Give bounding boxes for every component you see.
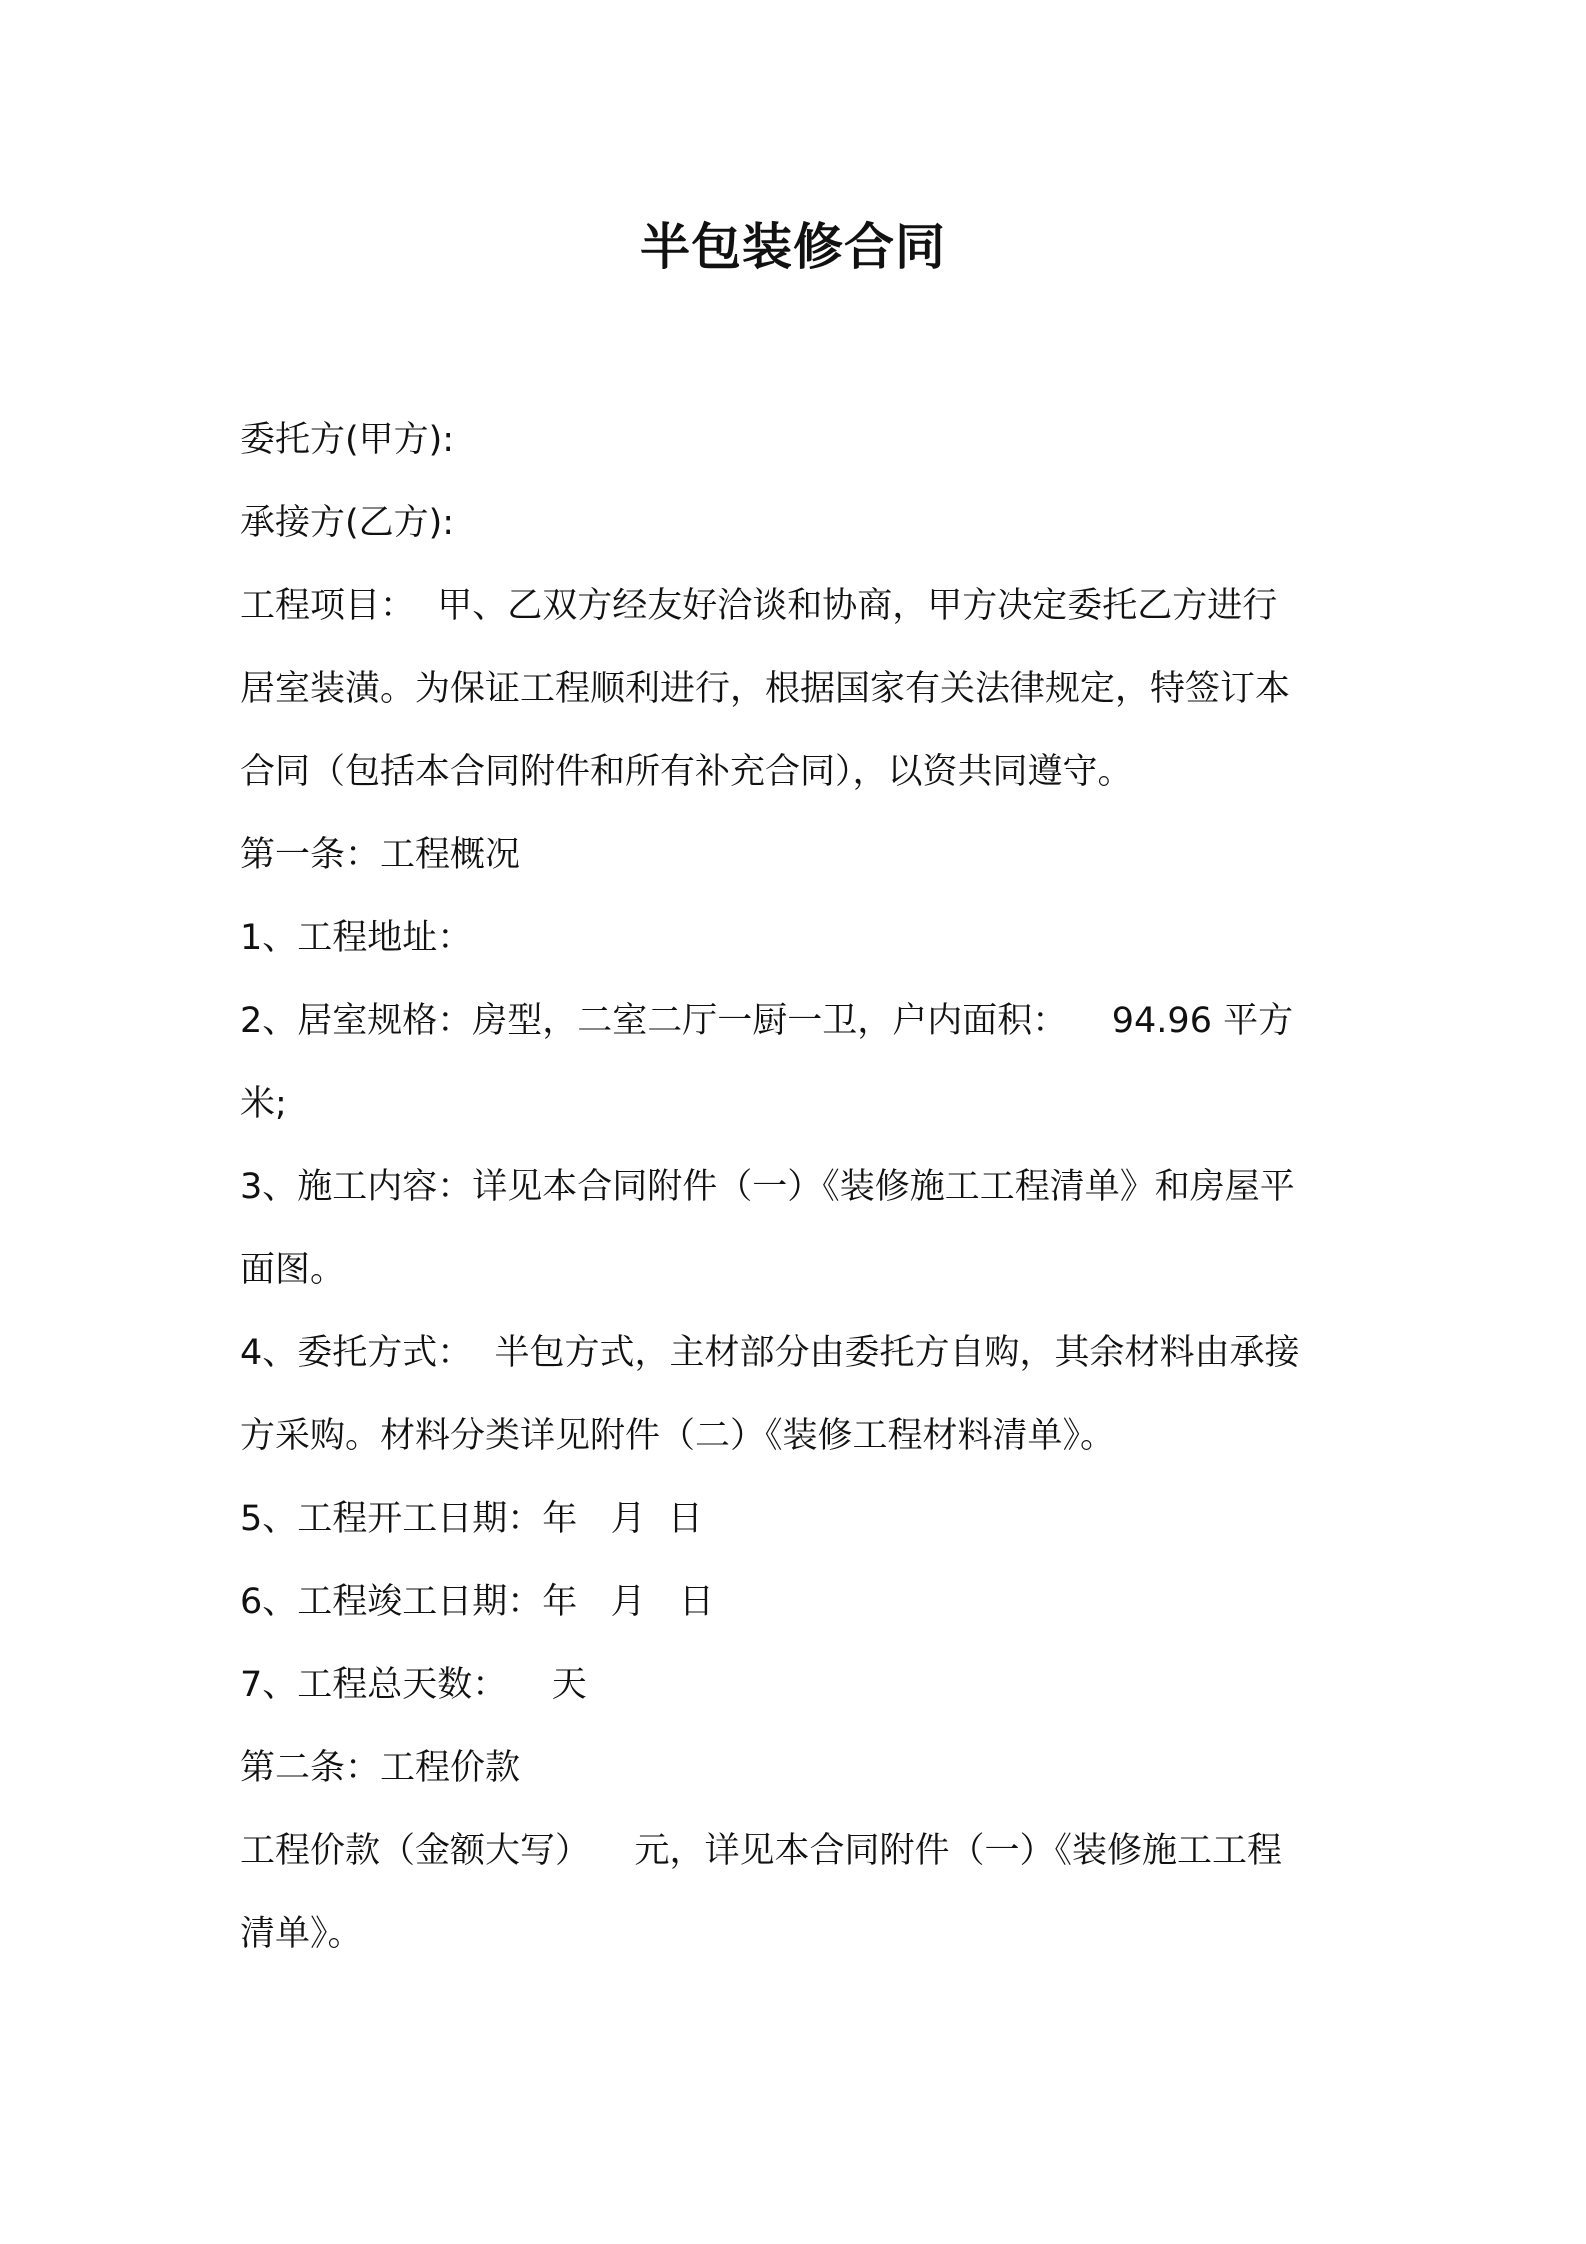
clause-line: 方采购。材料分类详见附件（二）《装修工程材料清单》。 [240,1416,1116,1456]
clause-line: 3、施工内容：详见本合同附件（一）《装修施工工程清单》和房屋平 [240,1167,1295,1207]
clause-line: 米; [240,1084,287,1124]
clause-line: 6、工程竣工日期：年 月 日 [240,1582,715,1622]
clause-line: 4、委托方式： 半包方式，主材部分由委托方自购，其余材料由承接 [240,1333,1300,1373]
clause-line: 5、工程开工日期：年 月 日 [240,1499,703,1539]
contractor-party-line: 承接方(乙方): [240,503,455,543]
document-title: 半包装修合同 [640,218,946,276]
project-intro-line: 工程项目： 甲、乙双方经友好洽谈和协商，甲方决定委托乙方进行 [240,586,1278,626]
price-line: 工程价款（金额大写） 元，详见本合同附件（一）《装修施工工程 [240,1831,1283,1871]
article-heading: 第一条：工程概况 [240,835,521,875]
contract-body [240,399,1350,1976]
project-intro-line: 居室装潢。为保证工程顺利进行，根据国家有关法律规定，特签订本 [240,669,1291,709]
clause-line: 7、工程总天数： 天 [240,1665,587,1705]
price-line: 清单》。 [240,1914,363,1954]
project-intro-line: 合同（包括本合同附件和所有补充合同），以资共同遵守。 [240,752,1133,792]
article-heading: 第二条：工程价款 [240,1748,521,1788]
client-party-line: 委托方(甲方): [240,420,455,460]
clause-line: 面图。 [240,1250,346,1290]
clause-line: 1、工程地址： [240,918,473,958]
clause-line: 2、居室规格：房型，二室二厅一厨一卫，户内面积： 94.96 平方 [240,1001,1294,1041]
